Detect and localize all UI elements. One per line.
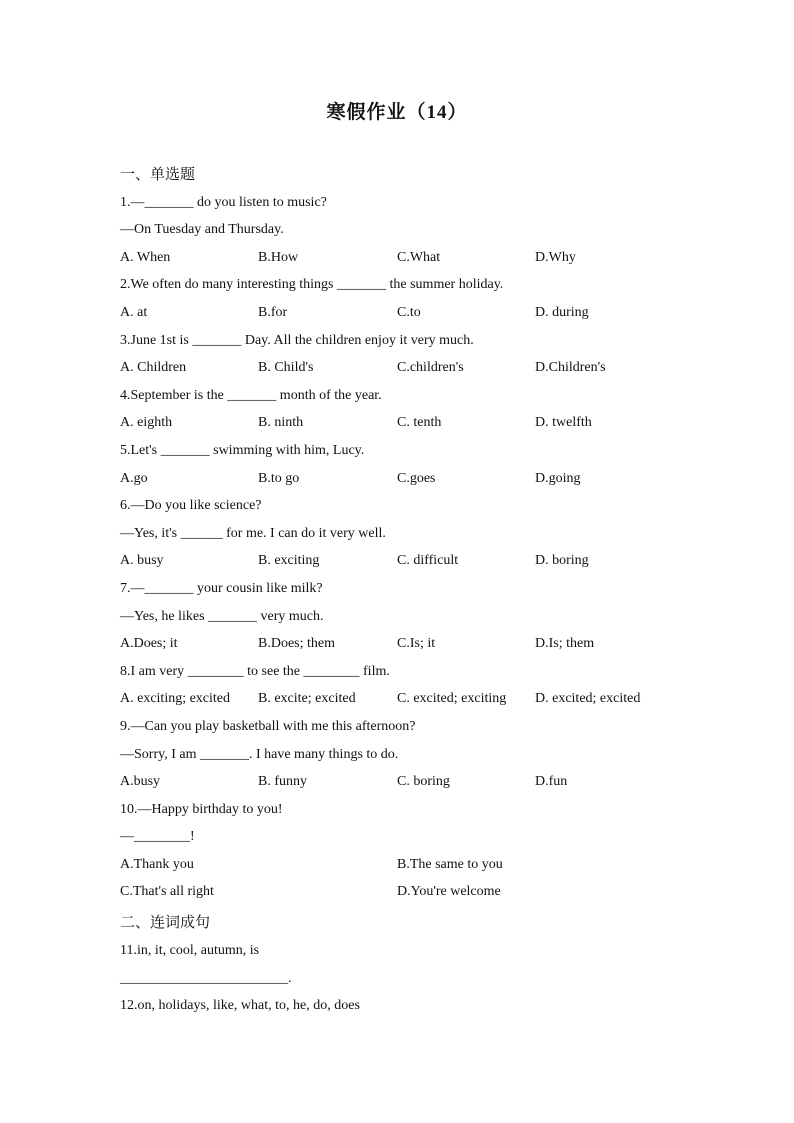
q10-option-b: B.The same to you xyxy=(397,857,503,872)
q8-option-c: C. excited; exciting xyxy=(397,691,507,706)
q6-option-d: D. boring xyxy=(535,553,589,568)
question-5-stem: 5.Let's _______ swimming with him, Lucy. xyxy=(120,443,365,458)
q3-option-a: A. Children xyxy=(120,360,187,375)
q2-option-c: C.to xyxy=(397,305,421,320)
question-11-answer-blank: ________________________. xyxy=(120,971,292,986)
q6-option-a: A. busy xyxy=(120,553,164,568)
q1-option-d: D.Why xyxy=(535,250,576,265)
question-8-stem: 8.I am very ________ to see the ________ film. xyxy=(120,664,390,679)
q3-option-b: B. Child's xyxy=(258,360,314,375)
q5-option-d: D.going xyxy=(535,471,581,486)
q10-option-c: C.That's all right xyxy=(120,884,214,899)
q5-option-c: C.goes xyxy=(397,471,436,486)
q2-option-b: B.for xyxy=(258,305,288,320)
q1-option-c: C.What xyxy=(397,250,441,265)
q4-option-b: B. ninth xyxy=(258,415,304,430)
question-9-answer-line: —Sorry, I am _______. I have many things to do. xyxy=(120,747,399,762)
question-12-words: 12.on, holidays, like, what, to, he, do, does xyxy=(120,998,360,1013)
q8-option-b: B. excite; excited xyxy=(258,691,356,706)
q9-option-c: C. boring xyxy=(397,774,450,789)
q10-option-a: A.Thank you xyxy=(120,857,194,872)
q9-option-b: B. funny xyxy=(258,774,307,789)
section-heading-single-choice: 一、单选题 xyxy=(120,167,196,183)
q3-option-d: D.Children's xyxy=(535,360,606,375)
question-7-stem: 7.—_______ your cousin like milk? xyxy=(120,581,323,596)
q6-option-b: B. exciting xyxy=(258,553,320,568)
q7-option-a: A.Does; it xyxy=(120,636,178,651)
q8-option-d: D. excited; excited xyxy=(535,691,641,706)
question-3-stem: 3.June 1st is _______ Day. All the children enjoy it very much. xyxy=(120,333,474,348)
q5-option-b: B.to go xyxy=(258,471,300,486)
q7-option-d: D.Is; them xyxy=(535,636,595,651)
section-heading-sentence-building: 二、连词成句 xyxy=(120,915,211,931)
q4-option-c: C. tenth xyxy=(397,415,442,430)
question-9-stem: 9.—Can you play basketball with me this afternoon? xyxy=(120,719,416,734)
q5-option-a: A.go xyxy=(120,471,148,486)
question-11-words: 11.in, it, cool, autumn, is xyxy=(120,943,260,958)
q7-option-b: B.Does; them xyxy=(258,636,335,651)
question-4-stem: 4.September is the _______ month of the year. xyxy=(120,388,382,403)
q6-option-c: C. difficult xyxy=(397,553,459,568)
question-1-answer-line: —On Tuesday and Thursday. xyxy=(120,222,284,237)
question-1-stem: 1.—_______ do you listen to music? xyxy=(120,195,327,210)
q4-option-d: D. twelfth xyxy=(535,415,592,430)
q7-option-c: C.Is; it xyxy=(397,636,436,651)
page-title: 寒假作业（14） xyxy=(326,102,468,123)
question-10-stem: 10.—Happy birthday to you! xyxy=(120,802,283,817)
q9-option-a: A.busy xyxy=(120,774,161,789)
question-6-stem: 6.—Do you like science? xyxy=(120,498,262,513)
q1-option-b: B.How xyxy=(258,250,299,265)
q4-option-a: A. eighth xyxy=(120,415,173,430)
q2-option-d: D. during xyxy=(535,305,589,320)
q10-option-d: D.You're welcome xyxy=(397,884,501,899)
question-10-answer-line: —________! xyxy=(120,829,195,844)
question-7-answer-line: —Yes, he likes _______ very much. xyxy=(120,609,324,624)
q1-option-a: A. When xyxy=(120,250,171,265)
q3-option-c: C.children's xyxy=(397,360,464,375)
question-6-answer-line: —Yes, it's ______ for me. I can do it very well. xyxy=(120,526,386,541)
q2-option-a: A. at xyxy=(120,305,148,320)
q8-option-a: A. exciting; excited xyxy=(120,691,231,706)
q9-option-d: D.fun xyxy=(535,774,568,789)
question-2-stem: 2.We often do many interesting things _______ the summer holiday. xyxy=(120,277,504,292)
